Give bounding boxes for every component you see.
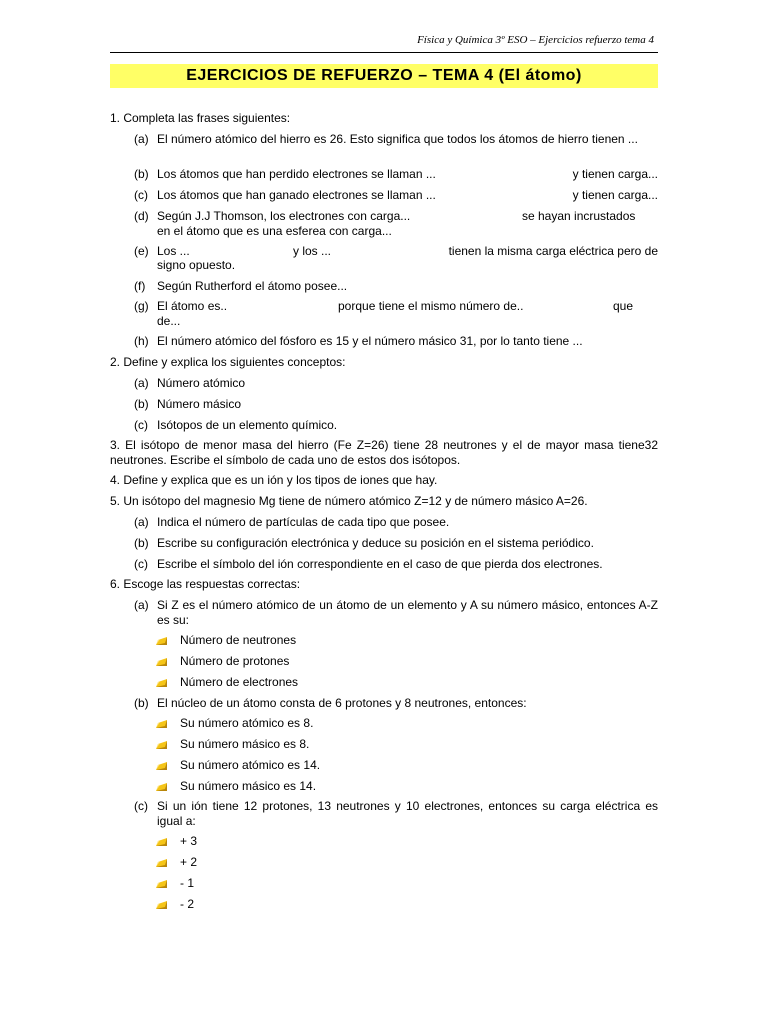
- q1-c-label: (c): [134, 188, 148, 202]
- bullet-icon: [156, 637, 167, 645]
- q1-e-text-end: tienen la misma carga eléctrica pero de: [448, 244, 658, 258]
- q2-b-label: (b): [134, 397, 149, 411]
- bullet-icon: [156, 859, 167, 867]
- q2-b-text: Número másico: [157, 397, 242, 411]
- bullet-icon: [156, 658, 167, 666]
- q6-b-option: Su número másico es 8.: [180, 737, 310, 751]
- q1-b-text-end: y tienen carga...: [572, 167, 658, 181]
- q6-c-text: Si un ión tiene 12 protones, 13 neutrones y 10 electrones, entonces su carga eléctrica es igual a:: [157, 799, 658, 828]
- q1-g-text: El átomo es..: [157, 299, 228, 313]
- q6-a-option: Número de neutrones: [180, 633, 297, 647]
- q1-a-text: El número atómico del hierro es 26. Esto significa que todos los átomos de hierro tienen ...: [157, 132, 638, 146]
- q6-a-option: Número de electrones: [180, 675, 299, 689]
- q2-c-label: (c): [134, 418, 148, 432]
- q6-c-option: + 3: [180, 834, 198, 848]
- worksheet-title: EJERCICIOS DE REFUERZO – TEMA 4 (El átomo): [110, 64, 658, 88]
- q1-e-text-line2: signo opuesto.: [157, 258, 236, 272]
- q5-a-label: (a): [134, 515, 149, 529]
- q1-d-label: (d): [134, 209, 149, 223]
- bullet-icon: [156, 762, 167, 770]
- q6-b-option: Su número atómico es 8.: [180, 716, 314, 730]
- q1-g-text-end: que: [613, 299, 634, 313]
- header-rule: [110, 52, 658, 53]
- q6-b-option: Su número másico es 14.: [180, 779, 317, 793]
- q1-c-text: Los átomos que han ganado electrones se llaman ...: [157, 188, 436, 202]
- bullet-icon: [156, 838, 167, 846]
- q1-d-text: Según J.J Thomson, los electrones con carga...: [157, 209, 411, 223]
- q2-a-label: (a): [134, 376, 149, 390]
- q1-d-text-line2: en el átomo que es una esferea con carga...: [157, 224, 392, 238]
- q2-a-text: Número atómico: [157, 376, 246, 390]
- bullet-icon: [156, 741, 167, 749]
- q6-a-label: (a): [134, 598, 149, 612]
- question-6: 6. Escoge las respuestas correctas:: [110, 577, 301, 591]
- q6-a-option: Número de protones: [180, 654, 290, 668]
- question-5: 5. Un isótopo del magnesio Mg tiene de número atómico Z=12 y de número másico A=26.: [110, 494, 588, 508]
- q5-a-text: Indica el número de partículas de cada tipo que posee.: [157, 515, 450, 529]
- q1-b-text: Los átomos que han perdido electrones se llaman ...: [157, 167, 436, 181]
- question-4: 4. Define y explica que es un ión y los tipos de iones que hay.: [110, 473, 438, 487]
- q1-f-text: Según Rutherford el átomo posee...: [157, 279, 348, 293]
- q1-g-text-line2: de...: [157, 314, 181, 328]
- bullet-icon: [156, 720, 167, 728]
- q1-d-text-mid: se hayan incrustados: [522, 209, 636, 223]
- q5-b-text: Escribe su configuración electrónica y deduce su posición en el sistema periódico.: [157, 536, 594, 550]
- q1-b-label: (b): [134, 167, 149, 181]
- q6-b-option: Su número atómico es 14.: [180, 758, 321, 772]
- page-header: Física y Química 3º ESO – Ejercicios refuerzo tema 4: [417, 34, 654, 46]
- q6-c-option: - 1: [180, 876, 195, 890]
- q5-c-text: Escribe el símbolo del ión correspondiente en el caso de que pierda dos electrones.: [157, 557, 603, 571]
- q1-h-label: (h): [134, 334, 149, 348]
- question-3: 3. El isótopo de menor masa del hierro (Fe Z=26) tiene 28 neutrones y el de mayor masa tiene32 neutrones. Escribe el símbolo de cada uno de estos dos isótopos.: [110, 438, 658, 467]
- q1-h-text: El número atómico del fósforo es 15 y el número másico 31, por lo tanto tiene ...: [157, 334, 583, 348]
- q1-e-text: Los ...: [157, 244, 190, 258]
- bullet-icon: [156, 783, 167, 791]
- q6-b-label: (b): [134, 696, 149, 710]
- q1-g-text-mid: porque tiene el mismo número de..: [338, 299, 524, 313]
- bullet-icon: [156, 901, 167, 909]
- q1-e-text-mid: y los ...: [293, 244, 332, 258]
- question-1: 1. Completa las frases siguientes:: [110, 111, 291, 125]
- q1-a-label: (a): [134, 132, 149, 146]
- bullet-icon: [156, 679, 167, 687]
- q2-c-text: Isótopos de un elemento químico.: [157, 418, 338, 432]
- q6-c-option: - 2: [180, 897, 195, 911]
- q1-g-label: (g): [134, 299, 149, 313]
- q6-b-text: El núcleo de un átomo consta de 6 protones y 8 neutrones, entonces:: [157, 696, 527, 710]
- q5-b-label: (b): [134, 536, 149, 550]
- q1-c-text-end: y tienen carga...: [572, 188, 658, 202]
- q6-a-text: Si Z es el número atómico de un átomo de un elemento y A su número másico, entonces A-Z es su:: [157, 598, 658, 627]
- q6-c-label: (c): [134, 799, 148, 813]
- bullet-icon: [156, 880, 167, 888]
- q5-c-label: (c): [134, 557, 148, 571]
- q6-c-option: + 2: [180, 855, 198, 869]
- q1-f-label: (f): [134, 279, 146, 293]
- q1-e-label: (e): [134, 244, 149, 258]
- question-2: 2. Define y explica los siguientes conceptos:: [110, 355, 346, 369]
